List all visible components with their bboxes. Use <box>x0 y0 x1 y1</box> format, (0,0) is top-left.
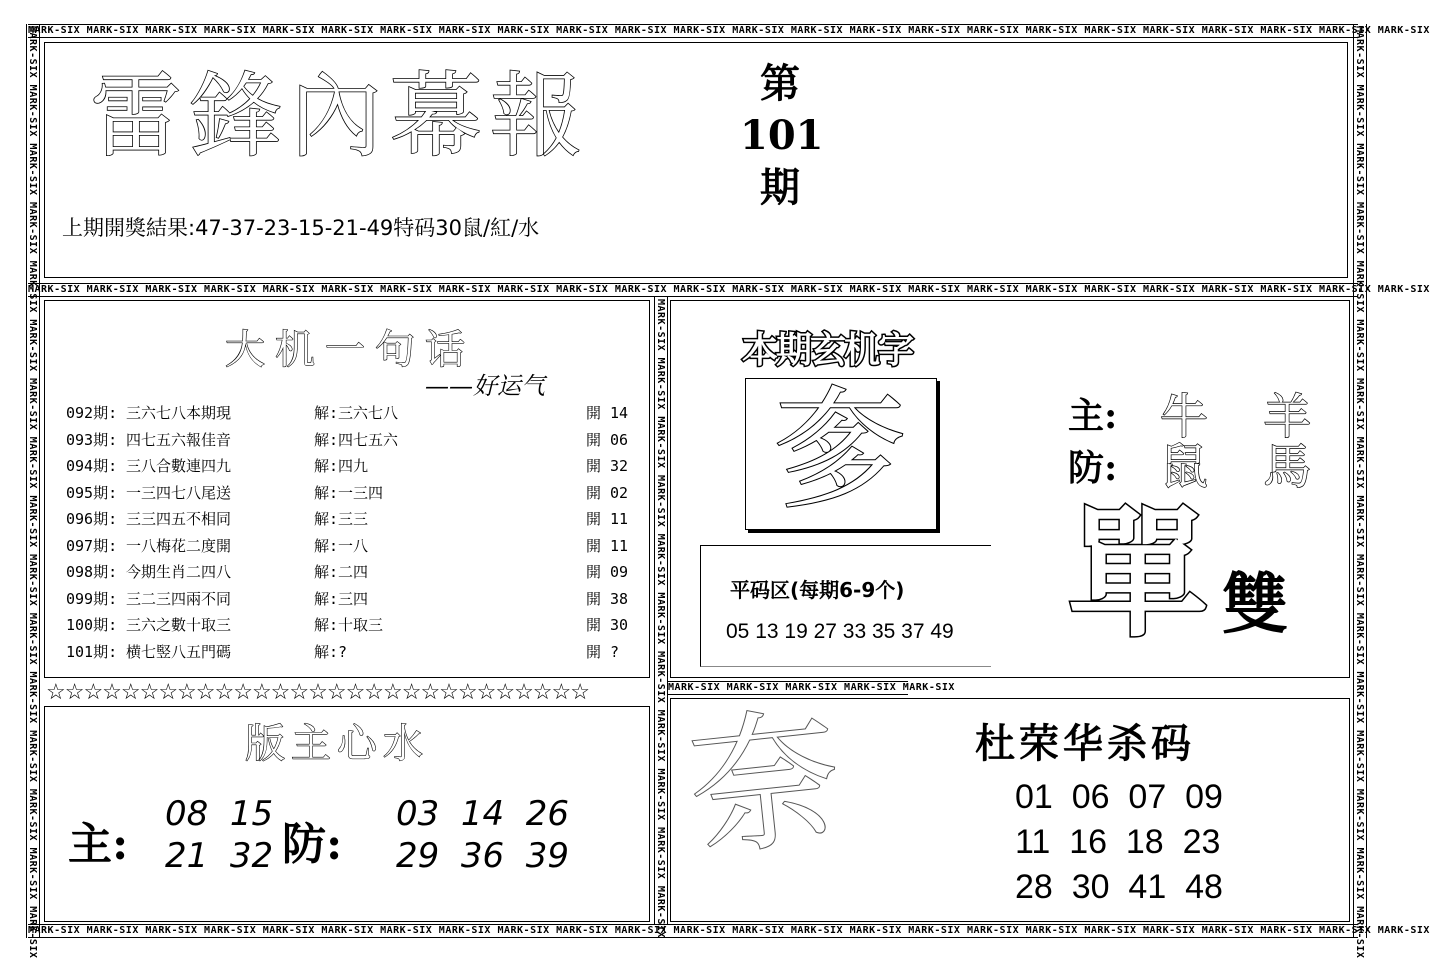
history-open: 開 06 <box>586 430 629 449</box>
history-text: 三六之數十取三 <box>126 616 232 634</box>
zodiac-fang-values: 鼠 馬 <box>1160 439 1332 495</box>
history-jie: 解:一三四 <box>314 483 384 502</box>
history-period: 101期: <box>66 642 118 661</box>
xuanji-char: 奓 <box>774 374 906 528</box>
history-period: 094期: <box>66 457 118 475</box>
history-period: 100期: <box>66 616 118 634</box>
history-jie: 解:一八 <box>314 536 369 555</box>
history-open: 開 ? <box>586 642 620 661</box>
history-period: 097期: <box>66 536 118 555</box>
banzhu-zhu-row1: 08 15 <box>165 794 274 834</box>
kill-row1: 01 06 07 09 <box>1015 778 1223 816</box>
strip-text: MARK-SIX MARK-SIX MARK-SIX MARK-SIX MARK-SIX MARK-SIX MARK-SIX MARK-SIX MARK-SIX MARK-SIX MARK-SIX MARK-SIX MARK-SIX MARK-SIX MARK-SIX MARK-SIX MARK-SIX MARK-SIX MARK-SIX MARK-SIX MARK-SIX MARK-SIX MARK-SIX MARK-SIX <box>28 284 1430 295</box>
history-text: 一八梅花二度開 <box>126 536 232 555</box>
history-open: 開 02 <box>586 483 629 502</box>
history-period: 096期: <box>66 510 118 528</box>
strip-text: MARK-SIX MARK-SIX MARK-SIX MARK-SIX MARK-SIX MARK-SIX MARK-SIX MARK-SIX MARK-SIX MARK-SIX MARK-SIX MARK-SIX MARK-SIX MARK-SIX MARK-SIX MARK-SIX <box>27 26 38 959</box>
even-label: 雙 <box>1222 565 1288 643</box>
history-jie: 解:三四 <box>314 589 369 608</box>
history-text: 三八合數連四九 <box>126 457 232 475</box>
issue-number: 101 <box>740 112 824 159</box>
history-open: 開 32 <box>586 457 629 475</box>
border-strip-top <box>28 24 1430 38</box>
pingma-title: 平码区(每期6-9个) <box>730 578 905 602</box>
history-open: 開 11 <box>586 510 629 528</box>
tianji-subtitle: ——好运气 <box>425 372 545 400</box>
history-jie: 解:? <box>314 642 348 661</box>
banzhu-zhu-label: 主: <box>68 819 129 870</box>
border-strip-left <box>26 24 40 959</box>
pingma-box <box>700 545 991 667</box>
tianji-title: 大机一句话 <box>225 327 475 373</box>
border-strip-bottom <box>28 924 1430 938</box>
history-open: 開 38 <box>586 589 629 608</box>
history-jie: 解:三三 <box>314 510 369 528</box>
history-jie: 解:四九 <box>314 457 369 475</box>
strip-text: MARK-SIX MARK-SIX MARK-SIX MARK-SIX MARK-SIX MARK-SIX MARK-SIX MARK-SIX MARK-SIX MARK-SIX MARK-SIX <box>655 299 666 939</box>
page-title: 雷鋒內幕報 <box>90 63 591 170</box>
history-text: 三二三四兩不同 <box>126 589 232 608</box>
ink-char: 奈 <box>681 690 849 880</box>
banzhu-zhu-row2: 21 32 <box>165 836 274 876</box>
history-period: 092期: <box>66 404 118 422</box>
stars-divider: ☆☆☆☆☆☆☆☆☆☆☆☆☆☆☆☆☆☆☆☆☆☆☆☆☆☆☆☆☆ <box>46 680 589 705</box>
issue-block <box>740 58 824 214</box>
pingma-numbers: 05 13 19 27 33 35 37 49 <box>726 620 954 643</box>
zodiac-zhu-label: 主: <box>1068 395 1118 437</box>
zodiac-zhu-values: 牛 羊 <box>1160 389 1332 445</box>
issue-prefix: 第 <box>760 60 800 107</box>
history-period: 099期: <box>66 589 118 608</box>
banzhu-fang-label: 防: <box>282 819 343 870</box>
last-result: 上期開獎結果:47-37-23-15-21-49特码30鼠/紅/水 <box>62 216 540 240</box>
history-text: 三六七八本期現 <box>126 404 232 422</box>
kill-title: 杜荣华杀码 <box>975 720 1195 767</box>
history-jie: 解:二四 <box>314 563 369 581</box>
zodiac-fang-label: 防: <box>1068 447 1118 489</box>
history-open: 開 11 <box>586 536 629 555</box>
history-text: 三三四五不相同 <box>126 510 232 528</box>
history-text: 四七五六報佳音 <box>126 430 232 449</box>
border-strip-center <box>654 297 668 939</box>
odd-label: 單 <box>1068 493 1209 657</box>
strip-text: MARK-SIX MARK-SIX MARK-SIX MARK-SIX MARK-SIX MARK-SIX MARK-SIX MARK-SIX MARK-SIX MARK-SIX MARK-SIX MARK-SIX MARK-SIX MARK-SIX MARK-SIX MARK-SIX <box>1354 26 1365 959</box>
border-strip-right-mid <box>668 681 955 695</box>
banzhu-fang-row1: 03 14 26 <box>396 794 570 834</box>
history-text: 今期生肖二四八 <box>126 563 232 581</box>
border-strip-mid <box>28 283 1430 297</box>
strip-text: MARK-SIX MARK-SIX MARK-SIX MARK-SIX MARK-SIX <box>668 682 955 693</box>
history-open: 開 09 <box>586 563 629 581</box>
history-text: 横七竪八五門碼 <box>126 642 232 661</box>
history-jie: 解:十取三 <box>314 616 384 634</box>
history-period: 093期: <box>66 430 118 449</box>
xuanji-title: 本期玄机字 <box>742 330 913 371</box>
kill-row3: 28 30 41 48 <box>1015 868 1223 906</box>
issue-suffix: 期 <box>760 164 800 211</box>
history-open: 開 14 <box>586 404 629 422</box>
border-strip-right <box>1353 24 1367 959</box>
banzhu-fang-row2: 29 36 39 <box>396 836 570 876</box>
banzhu-title: 版主心水 <box>245 721 429 767</box>
history-text: 一三四七八尾送 <box>126 483 232 502</box>
history-period: 095期: <box>66 483 118 502</box>
strip-text: MARK-SIX MARK-SIX MARK-SIX MARK-SIX MARK-SIX MARK-SIX MARK-SIX MARK-SIX MARK-SIX MARK-SIX MARK-SIX MARK-SIX MARK-SIX MARK-SIX MARK-SIX MARK-SIX MARK-SIX MARK-SIX MARK-SIX MARK-SIX MARK-SIX MARK-SIX MARK-SIX MARK-SIX <box>28 925 1430 936</box>
history-open: 開 30 <box>586 616 629 634</box>
history-jie: 解:四七五六 <box>314 430 399 449</box>
history-period: 098期: <box>66 563 118 581</box>
history-jie: 解:三六七八 <box>314 404 399 422</box>
strip-text: MARK-SIX MARK-SIX MARK-SIX MARK-SIX MARK-SIX MARK-SIX MARK-SIX MARK-SIX MARK-SIX MARK-SIX MARK-SIX MARK-SIX MARK-SIX MARK-SIX MARK-SIX MARK-SIX MARK-SIX MARK-SIX MARK-SIX MARK-SIX MARK-SIX MARK-SIX MARK-SIX MARK-SIX <box>28 25 1430 36</box>
kill-row2: 11 16 18 23 <box>1015 823 1221 861</box>
